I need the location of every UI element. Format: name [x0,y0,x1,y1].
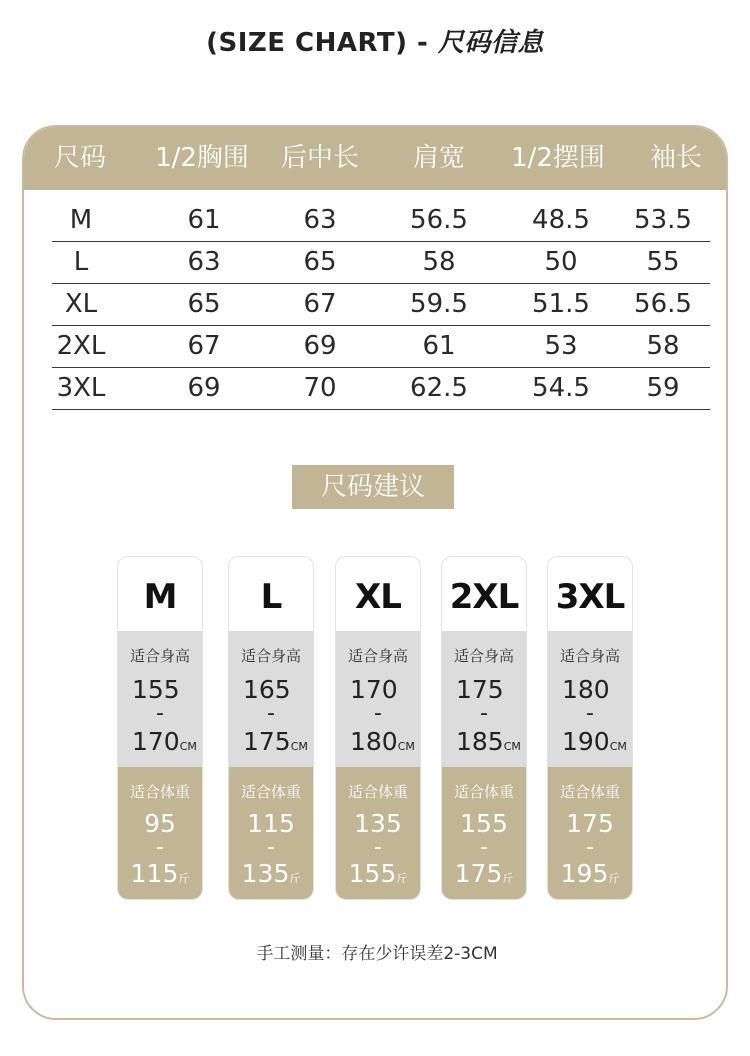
measurement-note: 手工测量：存在少许误差2-3CM [256,944,498,964]
header-back-length: 后中长 [280,143,359,173]
height-range [336,631,420,767]
suggestion-size: XL [355,577,401,617]
cell-hem: 53 [544,331,578,361]
cell-chest: 69 [187,373,221,403]
cell-shoulder: 59.5 [410,289,468,319]
height-max-line [456,727,521,756]
header-shoulder: 肩宽 [412,143,465,173]
height-label: 适合身高 [559,647,620,665]
table-row [52,325,710,368]
height-min: 170 [350,675,398,704]
cell-chest: 61 [187,205,221,235]
cell-shoulder: 61 [422,331,456,361]
height-range [229,631,313,767]
range-dash: - [374,835,382,860]
cell-shoulder: 58 [422,247,456,277]
range-dash: - [586,835,594,860]
weight-max-line [336,859,420,888]
cell-sleeve: 59 [646,373,680,403]
height-min: 180 [562,675,610,704]
suggestion-size: M [143,577,177,617]
cell-back-length: 63 [303,205,337,235]
weight-max-line [229,859,313,888]
size-suggestion-title: 尺码建议 [292,465,454,509]
weight-unit: 斤 [396,872,408,885]
height-range [548,631,632,767]
cell-hem: 51.5 [532,289,590,319]
weight-label: 适合体重 [240,783,301,801]
height-label: 适合身高 [347,647,408,665]
cell-sleeve: 58 [646,331,680,361]
weight-min: 115 [247,809,295,838]
height-max: 185 [456,727,504,756]
cell-chest: 65 [187,289,221,319]
header-sleeve: 袖长 [649,143,702,173]
header-chest: 1/2胸围 [155,143,249,173]
weight-max: 135 [241,859,290,888]
height-max-line [243,727,308,756]
range-dash: - [374,701,382,726]
weight-max: 175 [454,859,503,888]
weight-max-line [442,859,526,888]
height-max: 190 [562,727,610,756]
height-max: 180 [350,727,398,756]
suggestion-size: 2XL [449,577,519,617]
height-min: 175 [456,675,504,704]
range-dash: - [156,701,164,726]
height-unit: CM [290,740,308,753]
cell-size: 3XL [56,373,106,403]
cell-back-length: 69 [303,331,337,361]
height-label: 适合身高 [129,647,190,665]
cell-chest: 67 [187,331,221,361]
weight-label: 适合体重 [559,783,620,801]
cell-hem: 48.5 [532,205,590,235]
height-min: 155 [132,675,180,704]
size-suggestion-card [118,557,202,899]
size-suggestion-card [548,557,632,899]
cell-sleeve: 53.5 [634,205,692,235]
cell-size: L [73,247,89,277]
cell-back-length: 67 [303,289,337,319]
height-unit: CM [609,740,627,753]
weight-min: 155 [460,809,508,838]
weight-min: 95 [144,809,176,838]
weight-label: 适合体重 [347,783,408,801]
weight-min: 175 [566,809,614,838]
title-en: (SIZE CHART) [206,28,408,58]
cell-chest: 63 [187,247,221,277]
weight-range [118,767,202,899]
title-cn: 尺码信息 [437,28,544,58]
height-range [442,631,526,767]
weight-unit: 斤 [289,872,301,885]
weight-range [229,767,313,899]
range-dash: - [156,835,164,860]
cell-size: M [69,205,93,235]
height-max: 175 [243,727,291,756]
weight-range [336,767,420,899]
suggestion-size: 3XL [555,577,625,617]
height-label: 适合身高 [453,647,514,665]
weight-max-line [118,859,202,888]
height-max: 170 [132,727,180,756]
cell-back-length: 65 [303,247,337,277]
weight-unit: 斤 [502,872,514,885]
header-hem: 1/2摆围 [511,143,605,173]
size-chart-card [22,125,728,1020]
title-separator: - [407,28,438,58]
header-size: 尺码 [53,143,106,173]
cell-back-length: 70 [303,373,337,403]
cell-shoulder: 56.5 [410,205,468,235]
weight-unit: 斤 [178,872,190,885]
range-dash: - [586,701,594,726]
weight-label: 适合体重 [453,783,514,801]
range-dash: - [267,701,275,726]
cell-shoulder: 62.5 [410,373,468,403]
height-unit: CM [397,740,415,753]
size-suggestion-card [229,557,313,899]
height-unit: CM [179,740,197,753]
height-max-line [350,727,415,756]
table-row [52,241,710,284]
cell-hem: 54.5 [532,373,590,403]
range-dash: - [480,835,488,860]
table-row [52,367,710,410]
size-suggestion-card [442,557,526,899]
table-header [24,127,726,190]
table-row [52,199,710,242]
weight-range [442,767,526,899]
cell-size: XL [64,289,98,319]
height-range [118,631,202,767]
cell-sleeve: 55 [646,247,680,277]
cell-sleeve: 56.5 [634,289,692,319]
height-label: 适合身高 [240,647,301,665]
weight-label: 适合体重 [129,783,190,801]
range-dash: - [267,835,275,860]
range-dash: - [480,701,488,726]
suggestion-size: L [260,577,282,617]
page-title [0,22,750,59]
weight-max: 195 [560,859,609,888]
weight-max-line [548,859,632,888]
cell-hem: 50 [544,247,578,277]
height-unit: CM [503,740,521,753]
size-suggestion-card [336,557,420,899]
table-row [52,283,710,326]
weight-max: 115 [130,859,179,888]
weight-min: 135 [354,809,402,838]
weight-max: 155 [348,859,397,888]
height-min: 165 [243,675,291,704]
height-max-line [562,727,627,756]
cell-size: 2XL [56,331,106,361]
height-max-line [132,727,197,756]
weight-unit: 斤 [608,872,620,885]
weight-range [548,767,632,899]
